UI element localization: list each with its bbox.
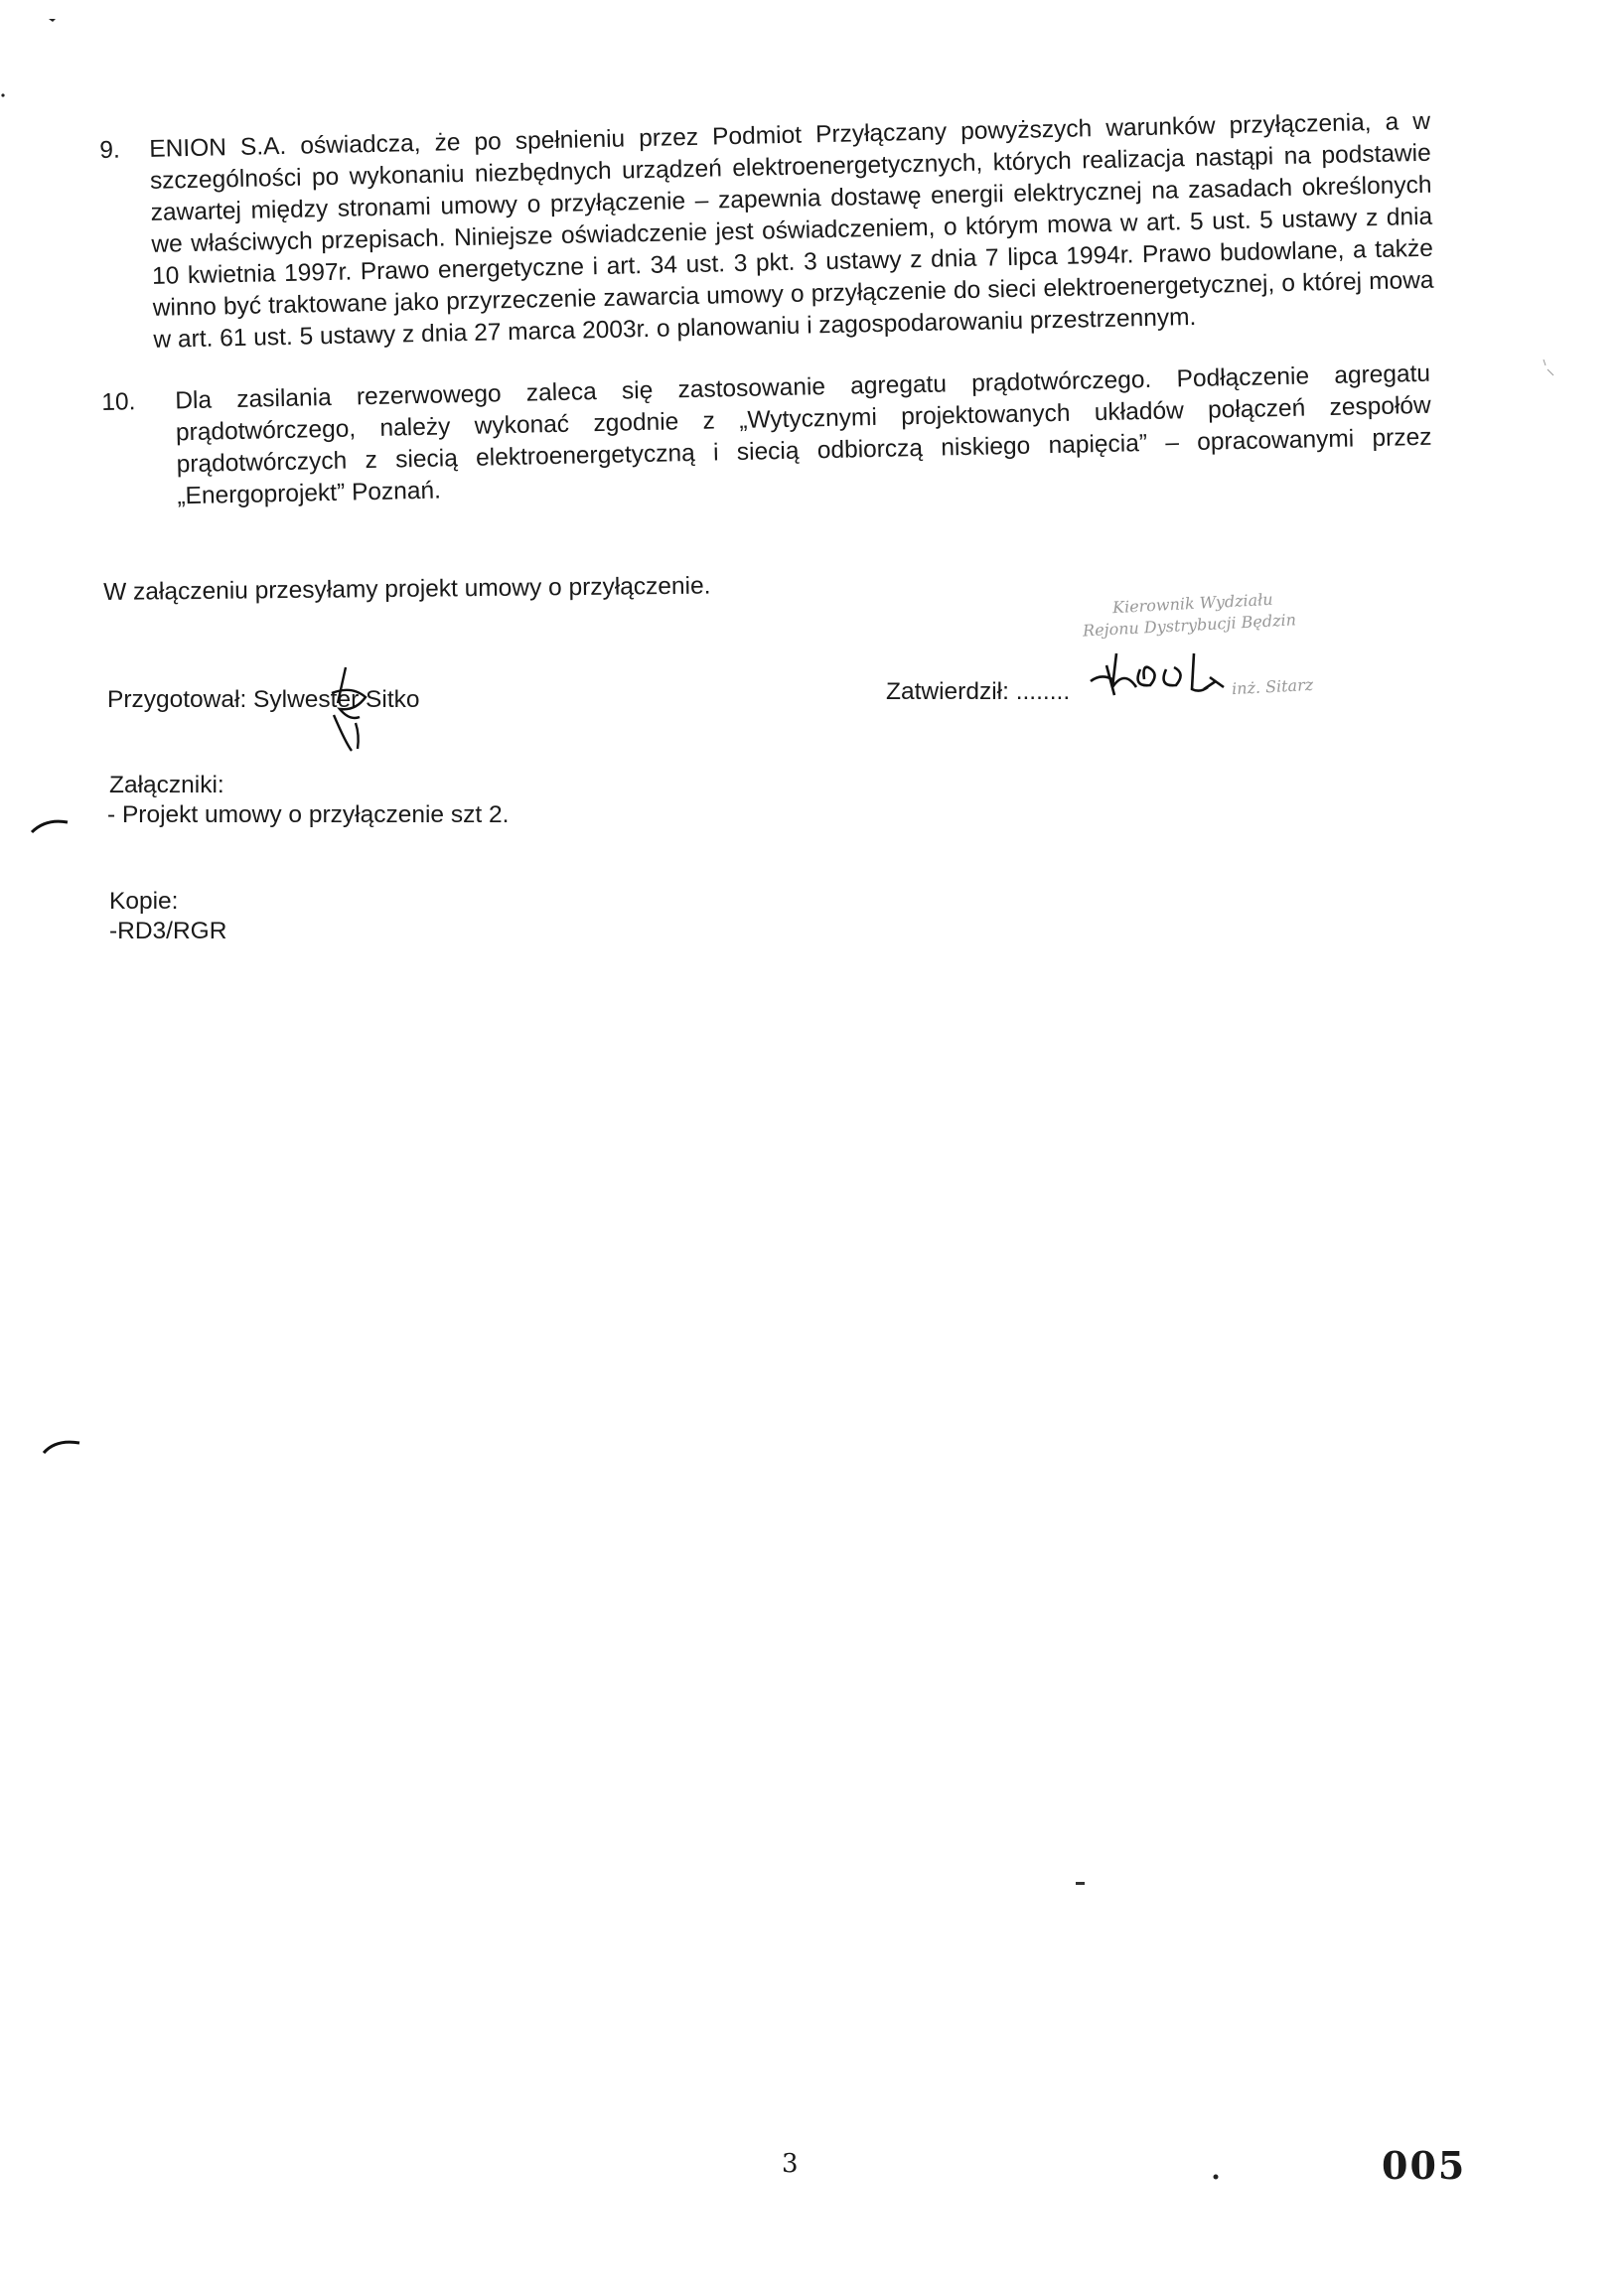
copies-item: -RD3/RGR [109, 918, 227, 944]
attachment-note: W załączeniu przesyłamy projekt umowy o przyłączenie. [103, 572, 711, 606]
stamp-text: inż. Sitarz [1231, 674, 1314, 699]
list-item [99, 106, 1435, 358]
list-item [99, 359, 1432, 514]
scan-speck [1542, 358, 1555, 377]
stamp-text: Rejonu Dystrybucji Będzin [1082, 610, 1297, 641]
approver-signature [1085, 630, 1263, 705]
item-number: 10. [101, 388, 136, 416]
scan-speck [1075, 1881, 1087, 1887]
attachments-item: - Projekt umowy o przyłączenie szt 2. [107, 801, 510, 828]
stamp-text: Kierownik Wydziału [1111, 589, 1274, 618]
scan-mark [40, 1433, 83, 1457]
item-number: 9. [99, 136, 121, 164]
copies-title: Kopie: [109, 888, 179, 915]
scan-speck [0, 91, 8, 99]
document-number: 005 [1382, 2143, 1467, 2188]
scan-speck [1212, 2173, 1220, 2181]
scan-speck [48, 16, 58, 24]
attachments-title: Załączniki: [109, 772, 224, 798]
preparer-signature [316, 663, 385, 755]
item-text: ENION S.A. oświadcza, że po spełnieniu przez Podmiot Przyłączany powyższych warunków przyłączenia, a w szczególności po wykonaniu niezbędnych urządzeń elektroenergetycznych, których realizacja nastąpi na podstawie zawartej między stronami umowy o przyłączenie – zapewnia dostawę energii elektrycznej na zasadach określonych we właściwych przepisach. Niniejsze oświadczenie jest oświadczeniem, o którym mowa w art. 5 ust. 5 ustawy z dnia 10 kwietnia 1997r. Prawo energetyczne i art. 34 ust. 3 pkt. 3 ustawy z dnia 7 lipca 1994r. Prawo budowlane, a także winno być traktowane jako przyrzeczenie zawarcia umowy o przyłączenie do sieci elektroenergetycznej, o której mowa w art. 61 ust. 5 ustawy z dnia 27 marca 2003r. o planowaniu i zagospodarowaniu przestrzennym. [149, 107, 1434, 354]
approved-by: Zatwierdził: ........ [886, 678, 1071, 705]
page-number: 3 [782, 2149, 799, 2179]
prepared-by: Przygotował: Sylwester Sitko [107, 686, 420, 713]
item-text: Dla zasilania rezerwowego zaleca się zastosowanie agregatu prądotwórczego. Podłączenie agregatu prądotwórczego, należy wykonać zgodnie z „Wytycznymi projektowanych układów połączeń zespołów prądotwórczych z siecią elektroenergetyczną i siecią odbiorczą niskiego napięcia” – opracowanymi przez „Energoprojekt” Poznań. [175, 359, 1432, 510]
scan-mark [28, 810, 72, 836]
